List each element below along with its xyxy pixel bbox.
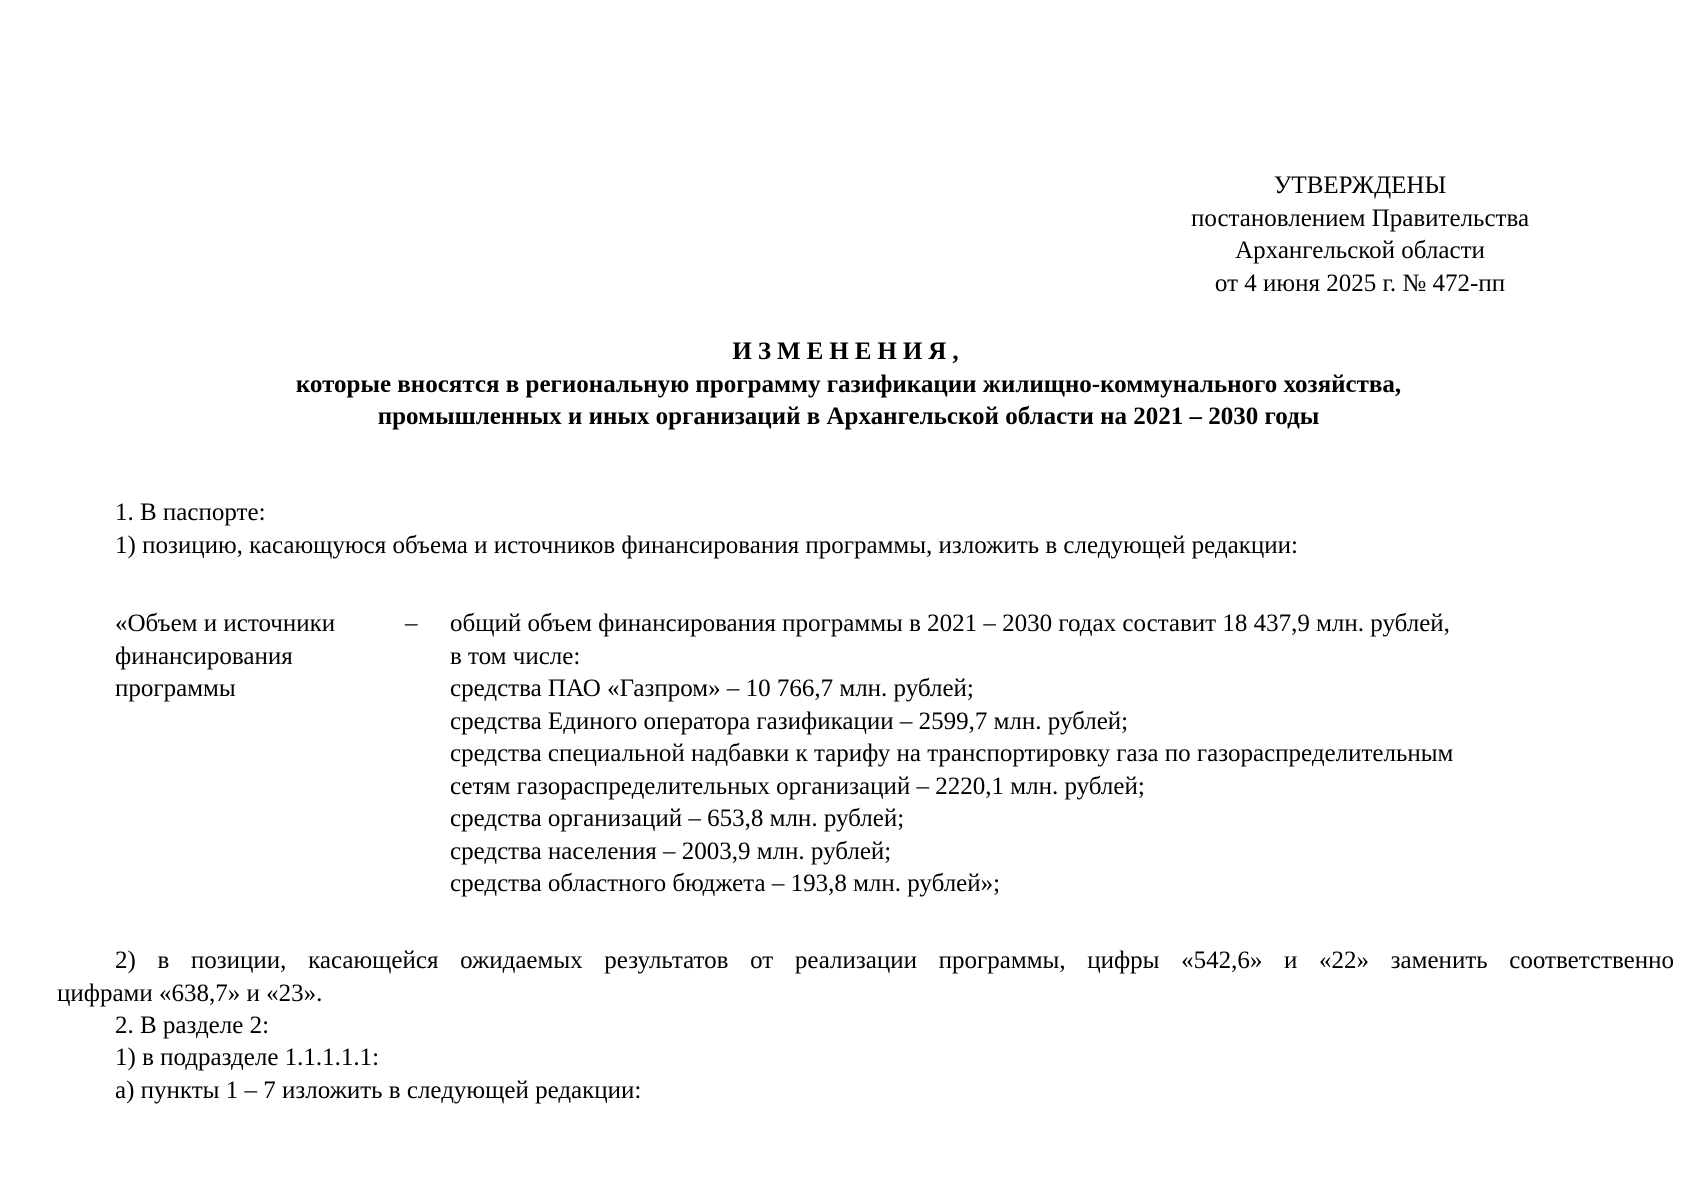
- approval-region: Архангельской области: [1235, 237, 1485, 264]
- passport-content-line: средства Единого оператора газификации – 2599,7 млн. рублей;: [450, 707, 1129, 735]
- passport-content-line: средства населения – 2003,9 млн. рублей;: [450, 837, 892, 865]
- section-2-item-1: 1) в подразделе 1.1.1.1.1:: [115, 1044, 380, 1071]
- passport-dash: –: [405, 610, 418, 637]
- section-1-item-1: 1) позицию, касающуюся объема и источников финансирования программы, изложить в следующей редакции:: [115, 532, 1298, 559]
- item-2-line-2: цифрами «638,7» и «23».: [57, 979, 323, 1007]
- passport-label-line: программы: [115, 675, 236, 702]
- section-2-heading: 2. В разделе 2:: [115, 1012, 270, 1039]
- passport-label: [115, 608, 385, 706]
- approval-date-number: от 4 июня 2025 г. № 472-пп: [1214, 269, 1506, 297]
- passport-label-line: «Объем и источники: [115, 610, 336, 637]
- approval-title: УТВЕРЖДЕНЫ: [1273, 172, 1447, 199]
- passport-content-line: средства областного бюджета – 193,8 млн. рублей»;: [450, 870, 1001, 897]
- section-1-heading: 1. В паспорте:: [115, 499, 266, 526]
- passport-content-line: средства организаций – 653,8 млн. рублей;: [450, 805, 905, 832]
- section-2-item-a: а) пункты 1 – 7 изложить в следующей редакции:: [115, 1077, 642, 1104]
- passport-content-line: сетям газораспределительных организаций – 2220,1 млн. рублей;: [450, 772, 1145, 800]
- approval-decree: постановлением Правительства: [1190, 204, 1530, 232]
- approval-stamp: [1150, 170, 1570, 300]
- item-2-line-1: 2) в позиции, касающейся ожидаемых результатов от реализации программы, цифры «542,6» и «22» заменить соответственно: [115, 947, 1674, 974]
- item-2-paragraph: [57, 945, 1674, 1010]
- passport-content: [450, 608, 1610, 901]
- passport-label-line: финансирования: [115, 642, 293, 670]
- document-title: [0, 336, 1697, 434]
- passport-content-line: средства ПАО «Газпром» – 10 766,7 млн. рублей;: [450, 675, 974, 702]
- passport-content-line: в том числе:: [450, 642, 581, 670]
- title-subtitle-line-1: которые вносятся в региональную программу газификации жилищно-коммунального хозяйства,: [295, 370, 1402, 398]
- passport-content-line: средства специальной надбавки к тарифу на транспортировку газа по газораспределительным: [450, 740, 1454, 767]
- title-subtitle-line-2: промышленных и иных организаций в Архангельской области на 2021 – 2030 годы: [377, 403, 1320, 430]
- title-heading: ИЗМЕНЕНИЯ,: [732, 338, 965, 365]
- passport-content-line: общий объем финансирования программы в 2021 – 2030 годах составит 18 437,9 млн. рублей,: [450, 610, 1450, 637]
